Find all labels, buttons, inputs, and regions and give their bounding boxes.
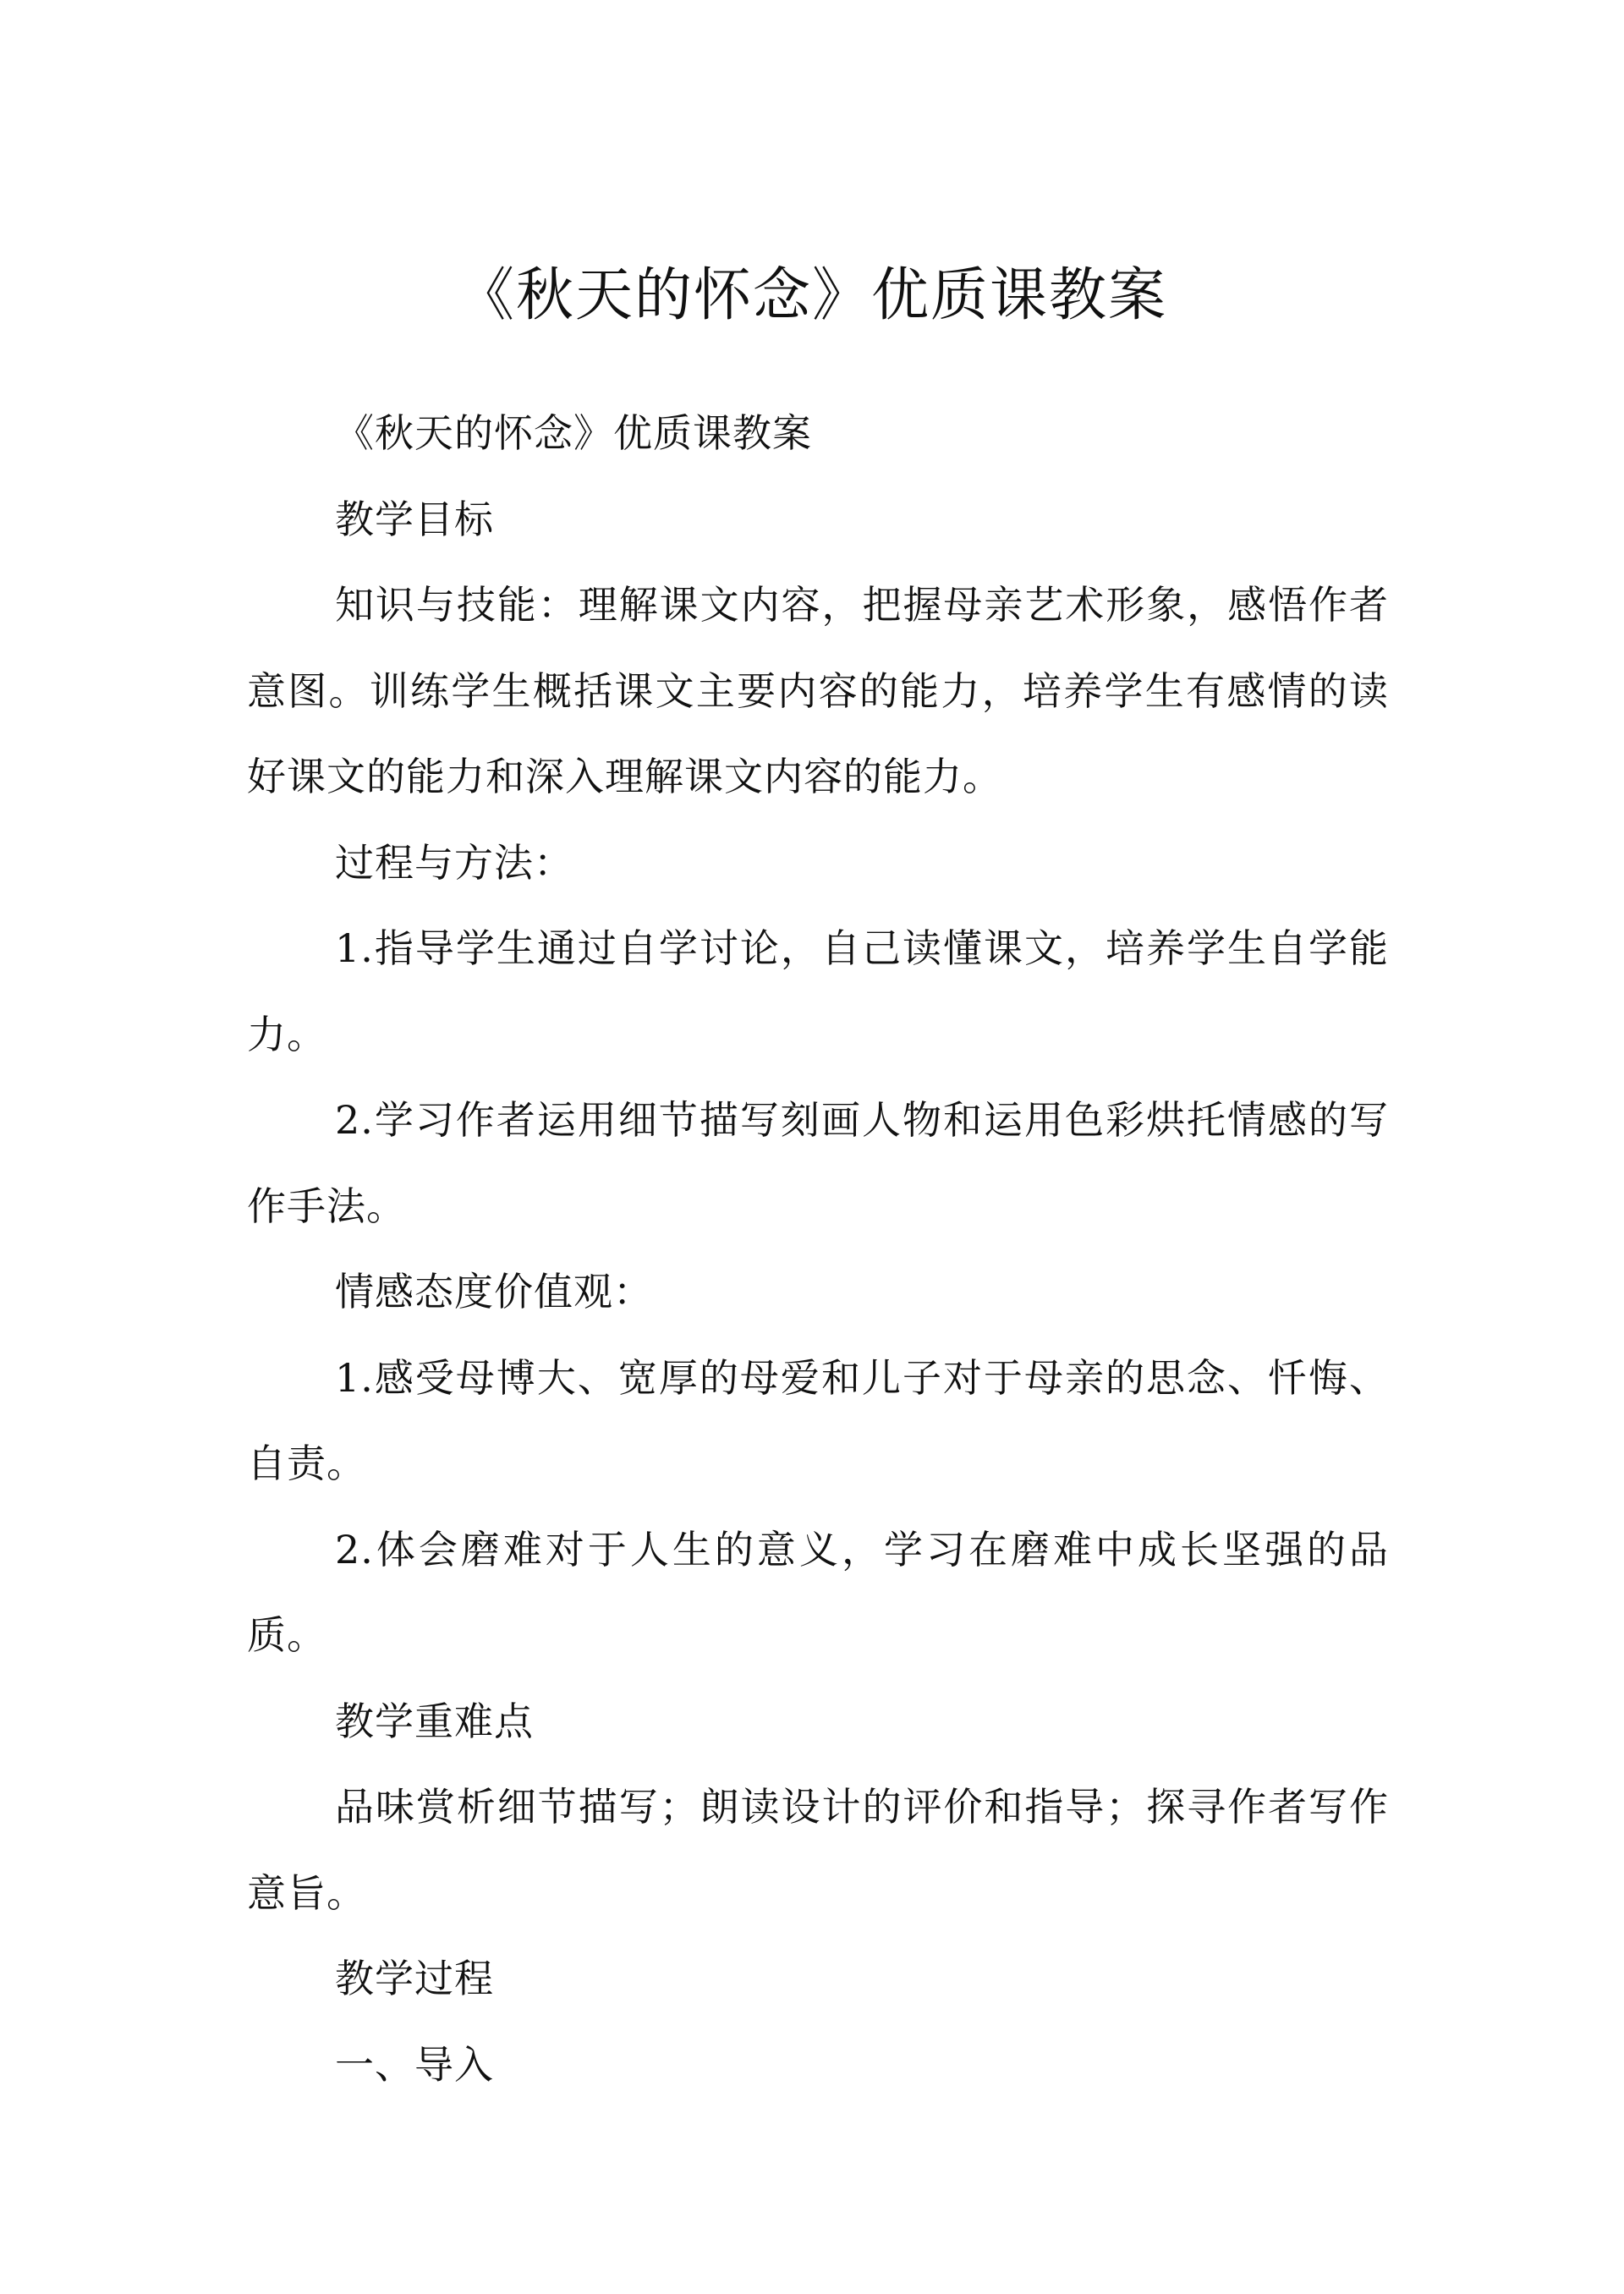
paragraph-value-1: 1.感受母博大、宽厚的母爱和儿子对于母亲的思念、忏悔、自责。 [247, 1354, 1389, 1486]
paragraph-heading-key-points: 教学重难点 [335, 1698, 534, 1744]
paragraph-process-methods: 过程与方法： [335, 839, 573, 886]
paragraph-knowledge-skills: 知识与技能：理解课文内容，把握母亲艺术形象，感悟作者意图。训练学生概括课文主要内容的能力，培养学生有感情的读好课文的能力和深入理解课文内容的能力。 [247, 582, 1389, 799]
paragraph-values: 情感态度价值观： [335, 1269, 653, 1314]
paragraph-heading-objectives: 教学目标 [335, 496, 494, 542]
document-body [247, 391, 1389, 2108]
document-title: 《秋天的怀念》优质课教案 [456, 262, 1167, 329]
paragraph-method-1: 1.指导学生通过自学讨论，自己读懂课文，培养学生自学能力。 [247, 925, 1389, 1057]
paragraph-value-2: 2.体会磨难对于人生的意义，学习在磨难中成长坚强的品质。 [247, 1526, 1389, 1658]
paragraph-key-points: 品味赏析细节描写；朗读设计的评价和指导；探寻作者写作意旨。 [247, 1784, 1389, 1916]
paragraph-intro: 一、导入 [335, 2041, 494, 2088]
paragraph-heading-process: 教学过程 [335, 1956, 494, 2001]
paragraph-subtitle: 《秋天的怀念》优质课教案 [335, 410, 812, 456]
paragraph-method-2: 2.学习作者运用细节描写刻画人物和运用色彩烘托情感的写作手法。 [247, 1097, 1389, 1229]
